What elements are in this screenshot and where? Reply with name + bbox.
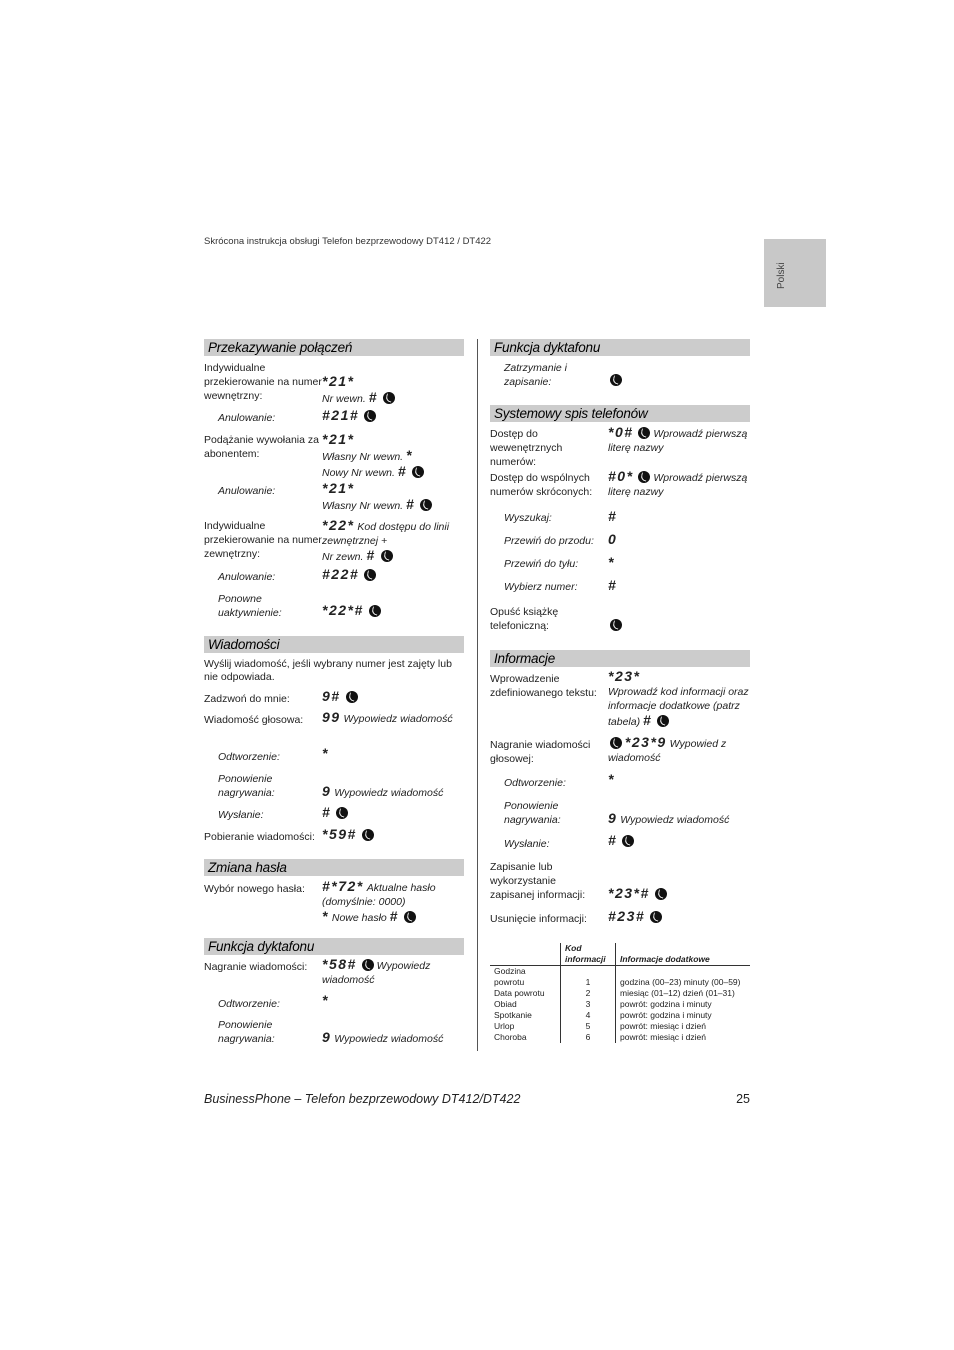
handset-icon <box>657 715 669 727</box>
row-label: Wyszukaj: <box>504 512 552 524</box>
table-cell: 3 <box>561 999 616 1010</box>
step-text: Wypowiedz wiadomość <box>334 1033 444 1045</box>
row-value <box>608 374 753 388</box>
key-sequence: 9 <box>322 1029 332 1045</box>
row-value <box>322 481 467 513</box>
row-value <box>322 993 467 1009</box>
row-label: Dostęp do wspólnych numerów skróconych: <box>490 472 593 498</box>
info-code-table <box>490 943 750 1043</box>
key-sequence: *59# <box>322 826 357 842</box>
handset-icon <box>336 807 348 819</box>
row-value <box>608 772 753 788</box>
handset-icon <box>638 427 650 439</box>
section-title: Funkcja dyktafonu <box>204 938 464 955</box>
row-value <box>608 532 753 548</box>
handset-icon <box>655 888 667 900</box>
section-informacje <box>490 650 750 925</box>
step-text: Nowy Nr wewn. <box>322 467 395 479</box>
handset-icon <box>364 410 376 422</box>
key-sequence: * <box>608 771 615 787</box>
row-label: Przewiń do tyłu: <box>504 558 579 570</box>
row-label: Zatrzymanie i zapisanie: <box>504 362 568 388</box>
table-header: Informacje dodatkowe <box>616 943 751 966</box>
table-row <box>490 1021 750 1032</box>
table-cell: Urlop <box>494 1021 515 1031</box>
row-label: Podążanie wywołania za abonentem: <box>204 434 319 460</box>
table-cell: miesiąc (01–12) dzień (01–31) <box>616 988 751 999</box>
row-label: Ponowienie nagrywania: <box>504 800 561 826</box>
key-sequence: # <box>643 712 653 728</box>
section-wiadomosci <box>204 636 464 843</box>
step-text: Aktualne hasło <box>366 882 436 894</box>
row-label: Anulowanie: <box>218 571 276 583</box>
key-sequence: *58# <box>322 956 357 972</box>
row-label: Wiadomość głosowa: <box>204 714 304 726</box>
row-label: Anulowanie: <box>218 412 276 424</box>
table-cell: 5 <box>561 1021 616 1032</box>
row-value <box>322 408 467 424</box>
table-cell: Spotkanie <box>494 1010 532 1020</box>
key-sequence: #23# <box>608 908 646 924</box>
section-title: Systemowy spis telefonów <box>490 405 750 422</box>
row-value <box>322 746 467 762</box>
table-row <box>490 999 750 1010</box>
row-label: Dostęp do wewenętrznych numerów: <box>490 428 563 468</box>
table-cell: Godzina powrotu <box>494 966 526 987</box>
table-cell: powrót: miesiąc i dzień <box>616 1021 751 1032</box>
handset-icon <box>381 550 393 562</box>
table-cell: godzina (00–23) minuty (00–59) <box>616 966 751 989</box>
table-cell: Data powrotu <box>494 988 545 998</box>
row-value <box>322 957 467 987</box>
row-value <box>608 619 753 633</box>
section-zmiana-hasla <box>204 859 464 924</box>
step-text: Wypowiedz wiadomość <box>343 713 453 725</box>
step-text: Wypowied z wiadomość <box>608 738 727 764</box>
key-sequence: * <box>322 992 329 1008</box>
key-sequence: # <box>608 577 618 593</box>
key-sequence: * <box>322 745 329 761</box>
document-header: Skrócona instrukcja obsługi Telefon bezprzewodowy DT412 / DT422 <box>204 236 492 247</box>
key-sequence: #*72* <box>322 878 364 894</box>
table-header: Kod informacji <box>561 943 616 966</box>
handset-icon <box>650 911 662 923</box>
section-title: Informacje <box>490 650 750 667</box>
row-label: Przewiń do przodu: <box>504 535 594 547</box>
table-cell: powrót: godzina i minuty <box>616 999 751 1010</box>
step-text: Nr zewn. <box>322 551 364 563</box>
table-cell: 2 <box>561 988 616 999</box>
footer-title: BusinessPhone – Telefon bezprzewodowy DT412/DT422 <box>204 1092 521 1106</box>
row-value <box>608 469 753 499</box>
step-text: Wypowiedz wiadomość <box>334 787 444 799</box>
row-label: Nagranie wiadomości: <box>204 961 308 973</box>
key-sequence: * <box>406 447 413 463</box>
section-przekazywanie <box>204 339 464 619</box>
row-value <box>608 425 753 455</box>
row-value <box>322 879 467 925</box>
key-sequence: * <box>322 908 329 924</box>
handset-icon <box>362 829 374 841</box>
key-sequence: * <box>608 554 615 570</box>
row-label: Nagranie wiadomości głosowej: <box>490 739 591 765</box>
key-sequence: 0 <box>608 531 618 547</box>
row-value <box>322 784 467 800</box>
page-number: 25 <box>736 1092 750 1106</box>
key-sequence: *23*# <box>608 885 650 901</box>
step-text: Własny Nr wewn. <box>322 500 404 512</box>
row-value <box>608 811 753 827</box>
table-row <box>490 1032 750 1043</box>
handset-icon <box>404 911 416 923</box>
row-value <box>322 518 467 564</box>
key-sequence: 9 <box>322 783 332 799</box>
row-label: Zapisanie lub wykorzystanie zapisanej informacji: <box>490 861 586 901</box>
key-sequence: 99 <box>322 709 341 725</box>
key-sequence: *21* <box>322 480 355 496</box>
row-label: Odtworzenie: <box>504 777 566 789</box>
row-value <box>322 827 467 843</box>
step-text: Kod dostępu do linii zewnętrznej + <box>322 521 450 547</box>
row-value <box>322 567 467 583</box>
table-cell: 1 <box>561 966 616 989</box>
row-label: Anulowanie: <box>218 485 276 497</box>
key-sequence: # <box>406 496 416 512</box>
key-sequence: # <box>322 804 332 820</box>
row-label: Wysłanie: <box>218 809 264 821</box>
handset-icon <box>420 499 432 511</box>
key-sequence: 9# <box>322 688 341 704</box>
handset-icon <box>638 471 650 483</box>
row-value <box>322 805 467 821</box>
step-text: Własny Nr wewn. <box>322 451 404 463</box>
row-label: Odtworzenie: <box>218 751 280 763</box>
row-value <box>608 886 753 902</box>
row-value <box>322 432 467 480</box>
row-value <box>608 555 753 571</box>
section-funkcja-dyktafonu-cont <box>490 339 750 388</box>
key-sequence: # <box>397 463 408 479</box>
step-text: Wprowadź pierwszą literę nazwy <box>608 428 748 454</box>
row-label: Ponowienie nagrywania: <box>218 773 275 799</box>
handset-icon <box>412 466 424 478</box>
step-text: Nowe hasło <box>331 912 387 924</box>
step-text: Wprowadź pierwszą literę nazwy <box>608 472 748 498</box>
key-sequence: *22* <box>322 517 355 533</box>
row-label: Indywidualne przekierowanie na numer wewnętrzny: <box>204 362 322 402</box>
key-sequence: *0# <box>608 424 634 440</box>
row-value <box>322 603 467 619</box>
key-sequence: # <box>366 547 376 563</box>
row-label: Opuść książkę telefoniczną: <box>490 606 559 632</box>
table-cell: 6 <box>561 1032 616 1043</box>
key-sequence: *21* <box>322 373 355 389</box>
handset-icon <box>610 619 622 631</box>
language-tab <box>764 239 826 307</box>
row-value <box>608 909 753 925</box>
handset-icon <box>362 959 374 971</box>
step-text: Nr wewn. <box>322 393 366 405</box>
section-title: Zmiana hasła <box>204 859 464 876</box>
table-row <box>490 988 750 999</box>
handset-icon <box>383 392 395 404</box>
key-sequence: # <box>368 389 378 405</box>
table-cell: 4 <box>561 1010 616 1021</box>
row-value <box>608 578 753 594</box>
table-cell: Choroba <box>494 1032 527 1042</box>
language-tab-label: Polski <box>776 262 787 289</box>
row-label: Zadzwoń do mnie: <box>204 693 290 705</box>
row-label: Odtworzenie: <box>218 998 280 1010</box>
handset-icon <box>364 569 376 581</box>
row-label: Wybór nowego hasła: <box>204 883 305 895</box>
row-value <box>322 1030 467 1046</box>
row-label: Ponowne uaktywnienie: <box>218 593 282 619</box>
row-value <box>322 689 467 705</box>
step-text: Wypowiedz wiadomość <box>620 814 730 826</box>
row-value <box>608 833 753 849</box>
key-sequence: #21# <box>322 407 360 423</box>
row-value <box>608 669 753 729</box>
row-label: Wybierz numer: <box>504 581 578 593</box>
handset-icon <box>369 605 381 617</box>
key-sequence: *23*9 <box>624 734 667 750</box>
row-label: Indywidualne przekierowanie na numer zewnętrzny: <box>204 520 322 560</box>
column-divider <box>477 339 478 1051</box>
key-sequence: *21* <box>322 431 355 447</box>
table-cell: powrót: godzina i minuty <box>616 1010 751 1021</box>
row-value <box>322 374 467 406</box>
handset-icon <box>610 737 622 749</box>
section-title: Przekazywanie połączeń <box>204 339 464 356</box>
step-text: (domyślnie: 0000) <box>322 896 406 908</box>
table-header-row <box>490 943 750 966</box>
handset-icon <box>346 691 358 703</box>
key-sequence: #22# <box>322 566 360 582</box>
key-sequence: *22*# <box>322 602 364 618</box>
section-title: Wiadomości <box>204 636 464 653</box>
section-intro: Wyślij wiadomość, jeśli wybrany numer jest zajęty lub nie odpowiada. <box>204 658 452 683</box>
page-footer <box>204 1092 750 1106</box>
section-funkcja-dyktafonu <box>204 938 464 1045</box>
step-text: Wprowadź kod informacji oraz informacje dodatkowe (patrz tabela) <box>608 686 749 728</box>
section-systemowy-spis <box>490 405 750 632</box>
row-value <box>322 710 467 726</box>
row-label: Pobieranie wiadomości: <box>204 831 315 843</box>
row-value <box>608 735 753 765</box>
row-label: Wprowadzenie zdefiniowanego tekstu: <box>490 673 597 699</box>
handset-icon <box>610 374 622 386</box>
section-title: Funkcja dyktafonu <box>490 339 750 356</box>
row-label: Ponowienie nagrywania: <box>218 1019 275 1045</box>
row-label: Wysłanie: <box>504 838 550 850</box>
table-cell: Obiad <box>494 999 517 1009</box>
key-sequence: # <box>389 908 399 924</box>
handset-icon <box>622 835 634 847</box>
key-sequence: *23* <box>608 668 641 684</box>
key-sequence: 9 <box>608 810 618 826</box>
step-text: Wypowiedz wiadomość <box>322 960 431 986</box>
row-label: Usunięcie informacji: <box>490 913 587 925</box>
table-row <box>490 1010 750 1021</box>
row-value <box>608 509 753 525</box>
key-sequence: # <box>608 508 618 524</box>
table-header <box>490 943 561 966</box>
key-sequence: # <box>608 832 618 848</box>
key-sequence: #0* <box>608 468 634 484</box>
table-row <box>490 966 750 989</box>
table-cell: powrót: miesiąc i dzień <box>616 1032 751 1043</box>
